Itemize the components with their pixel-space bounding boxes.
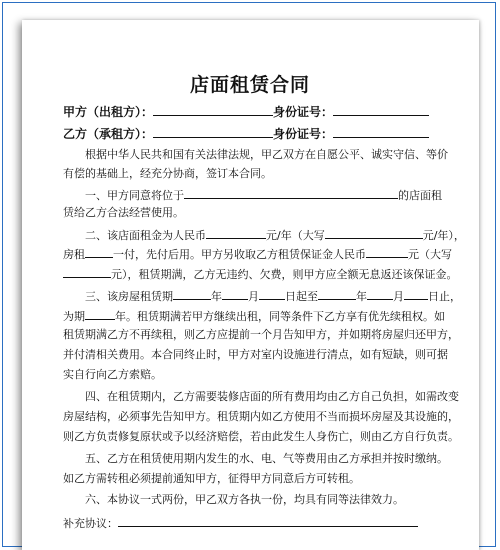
start-month-blank[interactable] xyxy=(222,288,248,300)
party-a-name-blank[interactable] xyxy=(153,104,273,116)
party-a-label: 甲方（出租方）： xyxy=(63,105,154,119)
clause-3-text-a: 三、该房屋租赁期 xyxy=(85,290,173,303)
clause-3-text-i: 年。租赁期满若甲方继续出租，同等条件下乙方享有优先续租权。如 xyxy=(115,310,445,323)
party-b-id-label: 身份证号： xyxy=(273,127,334,141)
clause-2-text-e: 一付，先付后用。甲方另收取乙方租赁保证金人民币 xyxy=(113,248,366,261)
party-a-id-blank[interactable] xyxy=(333,104,429,116)
rent-amount-blank[interactable] xyxy=(206,227,266,239)
start-year-blank[interactable] xyxy=(173,288,211,300)
end-month-blank[interactable] xyxy=(367,288,393,300)
clause-3-text-e: 年 xyxy=(356,290,367,303)
clause-2-text-a: 二、该店面租金为人民币 xyxy=(85,229,206,242)
party-b-label: 乙方（承租方）： xyxy=(63,127,154,141)
clause-6-line: 六、本协议一式两份，甲乙双方各执一份，均具有同等法律效力。 xyxy=(85,493,404,506)
clause-3-text-h: 为期 xyxy=(63,310,85,323)
clause-4-line-3: 则乙方负责修复原状或予以经济赔偿，若由此发生人身伤亡，则由乙方自行负责。 xyxy=(63,430,459,443)
clause-3-text-b: 年 xyxy=(211,290,222,303)
document-page xyxy=(22,20,479,550)
clause-2-text-c: 元/年）， xyxy=(422,229,465,242)
clause-1-line-1 xyxy=(63,187,469,203)
party-a-row xyxy=(63,104,447,119)
supplement-blank[interactable] xyxy=(118,515,418,527)
clause-2-text-f: 元（大写 xyxy=(408,248,452,261)
clause-1-text-a: 一、甲方同意将位于 xyxy=(85,189,184,202)
term-years-blank[interactable] xyxy=(85,308,115,320)
clause-3-text-c: 月 xyxy=(248,290,259,303)
party-b-row xyxy=(63,126,447,141)
start-day-blank[interactable] xyxy=(259,288,285,300)
shop-location-blank[interactable] xyxy=(184,187,398,199)
clause-2-line-3 xyxy=(63,266,458,282)
clause-2-text-d: 房租 xyxy=(63,248,85,261)
clause-3-line-2 xyxy=(63,308,447,324)
clause-2-line-1 xyxy=(63,227,469,243)
clause-2-line-2 xyxy=(63,246,452,262)
clause-1-line-2: 赁给乙方合法经营使用。 xyxy=(63,206,184,219)
clause-1-text-b: 的店面租 xyxy=(398,189,442,202)
clause-3-text-g: 日止， xyxy=(428,290,461,303)
rent-amount-words-blank[interactable] xyxy=(325,227,423,239)
party-b-id-blank[interactable] xyxy=(333,126,429,138)
party-a-id-label: 身份证号： xyxy=(273,105,334,119)
clause-3-line-5: 实自行向乙方索赔。 xyxy=(63,368,162,381)
clause-2-text-b: 元/年（大写 xyxy=(266,229,325,242)
deposit-amount-blank[interactable] xyxy=(366,246,408,258)
clause-5-line-1: 五、乙方在租赁使用期内发生的水、电、气等费用由乙方承担并按时缴纳。 xyxy=(85,452,448,465)
clause-2-text-g: 元），租赁期满，乙方无违约、欠费，则甲方应全额无息返还该保证金。 xyxy=(111,268,458,281)
clause-3-text-d: 日起至 xyxy=(285,290,318,303)
party-b-name-blank[interactable] xyxy=(153,126,273,138)
end-day-blank[interactable] xyxy=(404,288,428,300)
supplement-label: 补充协议： xyxy=(63,517,118,530)
intro-line-1: 根据中华人民共和国有关法律法规，甲乙双方在自愿公平、诚实守信、等价 xyxy=(85,148,448,161)
clause-5-line-2: 如乙方需转租必须提前通知甲方，征得甲方同意后方可转租。 xyxy=(63,472,360,485)
end-year-blank[interactable] xyxy=(318,288,356,300)
payment-period-blank[interactable] xyxy=(85,246,113,258)
clause-3-line-1 xyxy=(63,288,469,304)
deposit-words-blank[interactable] xyxy=(63,266,111,278)
intro-line-2: 有偿的基础上，经充分协商，签订本合同。 xyxy=(63,167,272,180)
contract-title: 店面租赁合同 xyxy=(189,74,310,96)
clause-3-text-f: 月 xyxy=(393,290,404,303)
clause-3-line-3: 租赁期满乙方不再续租，则乙方应提前一个月告知甲方，并如期将房屋归还甲方， xyxy=(63,328,459,341)
supplement-row xyxy=(63,515,447,531)
clause-3-line-4: 并付清相关费用。本合同终止时，甲方对室内设施进行清点，如有短缺，则可据 xyxy=(63,348,448,361)
clause-4-line-2: 房屋结构，必须事先告知甲方。租赁期内如乙方使用不当而损坏房屋及其设施的， xyxy=(63,410,459,423)
clause-4-line-1: 四、在租赁期内，乙方需要装修店面的所有费用均由乙方自己负担，如需改变 xyxy=(85,390,459,403)
